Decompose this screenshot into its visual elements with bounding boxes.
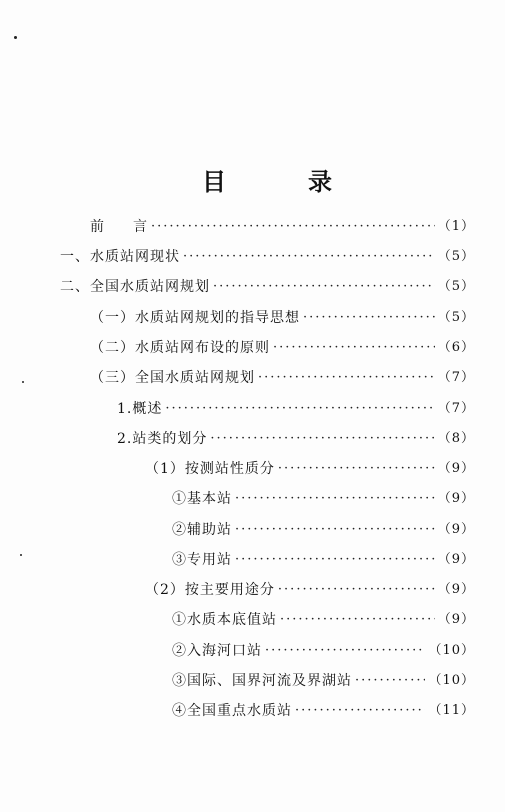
toc-entry[interactable]: [117, 397, 475, 421]
title-char-lu: 录: [308, 168, 332, 196]
toc-label-qian: 前: [90, 219, 105, 235]
toc-entry-label: 1.概述: [117, 401, 163, 417]
toc-entry[interactable]: [117, 427, 475, 451]
toc-page-number: （9）: [437, 461, 475, 476]
toc-leader-dots: [278, 457, 435, 481]
toc-entry-label: ②入海河口站: [172, 643, 262, 659]
toc-entry[interactable]: [172, 608, 475, 632]
toc-entry-label: ②辅助站: [172, 522, 232, 538]
toc-leader-dots: [165, 397, 434, 421]
toc-leader-dots: [235, 487, 435, 511]
toc-page-number: （8）: [437, 431, 475, 446]
toc-page-number: （9）: [437, 491, 475, 506]
toc-entry-label: 一、水质站网现状: [60, 249, 180, 265]
toc-entry[interactable]: [145, 578, 475, 602]
toc-entry[interactable]: [90, 366, 475, 390]
toc-page-number: （9）: [437, 522, 475, 537]
toc-entry-label: 2.站类的划分: [117, 431, 208, 447]
toc-entry[interactable]: [172, 548, 475, 572]
toc-page-number: （10）: [428, 643, 475, 658]
toc-entry-label: （三）全国水质站网规划: [90, 370, 255, 386]
toc-leader-dots: [210, 427, 434, 451]
toc-entry-preface[interactable]: [90, 215, 475, 239]
toc-entry[interactable]: [172, 669, 475, 693]
toc-entry[interactable]: [172, 699, 475, 723]
toc-label-yan: 言: [133, 219, 148, 235]
toc-page-number: （5）: [437, 310, 475, 325]
toc-page-number: （5）: [437, 249, 475, 264]
toc-entry-label: （一）水质站网规划的指导思想: [90, 310, 300, 326]
toc-entry[interactable]: [172, 487, 475, 511]
toc-leader-dots: [295, 699, 425, 723]
toc-leader-dots: [235, 548, 435, 572]
toc-page-number: （9）: [437, 582, 475, 597]
toc-entry-label: （2）按主要用途分: [145, 582, 275, 598]
scan-speck: [14, 36, 17, 39]
scan-speck: [22, 381, 24, 383]
toc-leader-dots: [151, 215, 435, 239]
toc-leader-dots: [280, 608, 435, 632]
toc-entry[interactable]: [90, 306, 475, 330]
toc-entry-label: （二）水质站网布设的原则: [90, 340, 270, 356]
toc-entry[interactable]: [60, 275, 475, 299]
toc-entry-label: （1）按测站性质分: [145, 461, 275, 477]
toc-page-number: （6）: [437, 340, 475, 355]
toc-page-number: （10）: [428, 673, 475, 688]
toc-entry-label: ①水质本底值站: [172, 612, 277, 628]
toc-leader-dots: [355, 669, 425, 693]
toc-page-number: （11）: [428, 703, 475, 718]
toc-entry-label: ③专用站: [172, 552, 232, 568]
toc-leader-dots: [265, 639, 425, 663]
toc-entry[interactable]: [145, 457, 475, 481]
toc-entry[interactable]: [172, 639, 475, 663]
toc-entry-label: ④全国重点水质站: [172, 703, 292, 719]
toc-entry[interactable]: [60, 245, 475, 269]
toc-leader-dots: [183, 245, 435, 269]
toc-page-number: （9）: [437, 552, 475, 567]
toc-page-number: （5）: [437, 279, 475, 294]
toc-entry-label: ①基本站: [172, 491, 232, 507]
toc-entry-label: 二、全国水质站网规划: [60, 279, 210, 295]
toc-entry-label: [90, 215, 148, 239]
toc-entry[interactable]: [90, 336, 475, 360]
toc-leader-dots: [278, 578, 435, 602]
scan-speck: [20, 554, 22, 556]
title-char-mu: 目: [202, 168, 226, 196]
toc-leader-dots: [235, 518, 435, 542]
toc-leader-dots: [213, 275, 435, 299]
page-title: [0, 166, 505, 198]
toc-page-number: （1）: [437, 219, 475, 234]
toc-leader-dots: [258, 366, 435, 390]
toc-page-number: （7）: [437, 370, 475, 385]
toc-entry-label: ③国际、国界河流及界湖站: [172, 673, 352, 689]
toc-entry[interactable]: [172, 518, 475, 542]
toc-leader-dots: [303, 306, 435, 330]
toc-leader-dots: [273, 336, 435, 360]
toc-page-number: （9）: [437, 612, 475, 627]
toc-page-number: （7）: [437, 401, 475, 416]
